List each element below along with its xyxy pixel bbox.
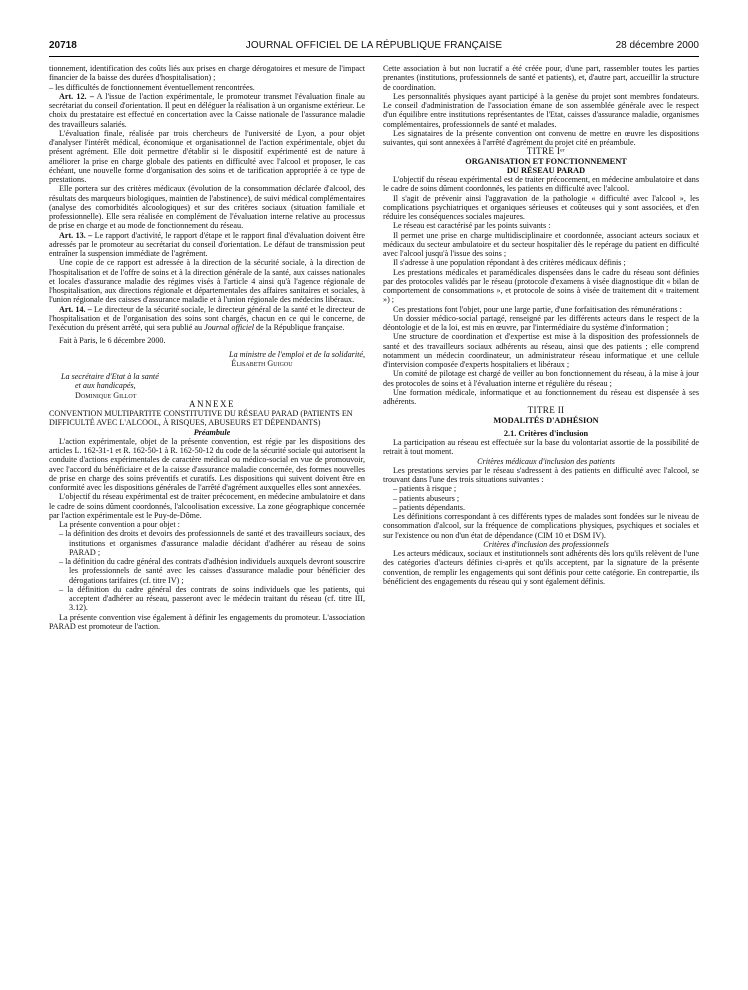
page-header (49, 40, 699, 56)
paragraph: Il s'adresse à une population répondant à des critères médicaux définis ; (393, 258, 626, 268)
right-column (383, 64, 699, 586)
journal-title: JOURNAL OFFICIEL DE LA RÉPUBLIQUE FRANÇAISE (245, 40, 503, 51)
article-label: Art. 14. – (59, 304, 92, 314)
paragraph: Un dossier médico-social partagé, renseigné par les différents acteurs dans le respect de la déontologie et de la loi, est mis en œuvre, par l'intermédiaire du système d'information ; (383, 313, 699, 332)
article-label: Art. 13. – (59, 230, 93, 240)
paragraph: Les prestations servies par le réseau s'adressent à des patients en difficulté avec l'alcool, se trouvant dans l'une des trois situations suivantes : (383, 465, 699, 484)
list-item: – la définition du cadre général des contrats d'adhésion individuels auxquels devront souscrire les professionnels de santé avec les caisses d'assurance maladie pour bénéficier des dérogations tarifaires (cf. titre IV) ; (59, 557, 365, 585)
titre-2-subtitle: MODALITÉS D'ADHÉSION (493, 415, 599, 425)
paragraph: Une formation médicale, informatique et au fonctionnement du réseau est dispensée à ses adhérents. (383, 387, 699, 406)
article-text: Le rapport d'activité, le rapport d'étape et le rapport final d'évaluation doivent être adressés par le promoteur au secrétariat du conseil d'orientation. Le défaut de transmission peut entraîner la suspension immédiate de l'agrément. (49, 230, 365, 258)
list-item: – les difficultés de fonctionnement éventuellement rencontrées. (49, 82, 255, 92)
section-2-1-heading: 2.1. Critères d'inclusion (503, 428, 589, 438)
article-14 (49, 305, 365, 333)
paragraph: Il s'agit de prévenir ainsi l'aggravation de la pathologie « difficulté avec l'alcool », les complications psychiatriques et organiques sérieuses et coûteuses qui y sont associées, et d'en réduire les conséquences sociales majeures. (383, 193, 699, 221)
paragraph: Les prestations médicales et paramédicales dispensées dans le cadre du réseau sont définies par des protocoles validés par le réseau (protocole d'examens à visée diagnostique dit « bilan de comportement de consommations », et protocole de soins à visée de traitement dit « traitement ») ; (383, 267, 699, 305)
header-rule (49, 56, 699, 57)
article-13 (49, 231, 365, 259)
paragraph: Cette association à but non lucratif a été créée pour, d'une part, rassembler toutes les parties prenantes (institutions, professionnels de santé et patients), et, d'autre part, accueillir la structure de coordination. (383, 64, 699, 92)
paragraph: L'objectif du réseau expérimental est de traiter précocement, en médecine ambulatoire et dans le cadre de soins dûment coordonnés, l'alcoolisation excessive. La zone géographique concernée par l'action expérimentale est le Puy-de-Dôme. (49, 492, 365, 520)
list-item: – la définition des droits et devoirs des professionnels de santé et des travailleurs sociaux, des institutions et organismes d'assurance maladie décidant d'adhérer au réseau de soins PARAD ; (59, 529, 365, 557)
titre-1-subtitle: ORGANISATION ET FONCTIONNEMENT (465, 156, 627, 166)
paragraph: Une copie de ce rapport est adressée à la direction de la sécurité sociale, à la direction de l'hospitalisation et de l'offre de soins et à la direction générale de la santé, aux caisses nationales et locales d'assurance maladie des régimes visés à l'article 4 ainsi qu'à l'agence régionale de l'hospitalisation, aux directions régionale et départementales des affaires sanitaires et sociales, à l'union régionale des caisses d'assurance maladie et à l'union régionale des médecins libéraux. (49, 258, 365, 305)
paragraph: L'action expérimentale, objet de la présente convention, est régie par les dispositions des articles L. 162-31-1 et R. 162-50-1 à R. 162-50-12 du code de la sécurité sociale qui autorisent la conduite d'actions expérimentales de caractère médical ou médico-social en vue de promouvoir, avec l'accord du bénéficiaire et de la caisse d'assurance maladie concernée, des formes nouvelles de prise en charge des soins préventifs et curatifs. Les dispositions qui suivent doivent être en conformité avec les dispositions générales de l'arrêté d'agrément auxquelles elles sont annexées. (49, 436, 365, 492)
titre-1-heading: TITRE Iᵉʳ (526, 146, 566, 157)
paragraph: La présente convention a pour objet : (59, 520, 180, 529)
paragraph: Une structure de coordination et d'expertise est mise à la disposition des professionnels de santé et des travailleurs sociaux adhérents au réseau, ainsi que des patients ; elle comprend notamment un médecin coordinateur, un administrateur réseau informatique et une cellule d'intervision composée d'experts hospitaliers et libéraux ; (383, 332, 699, 369)
titre-1-subtitle: DU RÉSEAU PARAD (506, 165, 586, 175)
criteres-professionnels-heading: Critères d'inclusion des professionnels (483, 539, 609, 549)
paragraph: Les personnalités physiques ayant participé à la genèse du projet sont membres fondateurs. Le conseil d'administration de l'association émane de son assemblée générale avec le respect d'un équilibre entre institutions représentantes de l'Etat, caisses d'assurance maladie, organismes complémentaires, professionnels de santé et malades. (383, 91, 699, 129)
signature-title: La secrétaire d'Etat à la santé (61, 372, 159, 381)
left-column (49, 64, 365, 631)
criteres-medicaux-heading: Critères médicaux d'inclusion des patients (477, 456, 615, 466)
annexe-heading: ANNEXE (189, 398, 235, 409)
paragraph: Les signataires de la présente convention ont convenu de mettre en œuvre les dispositions suivantes, qui sont annexées à l'arrêté d'agrément du projet cité en préambule. (383, 128, 699, 147)
list-item: – patients abuseurs ; (393, 493, 460, 503)
convention-title: CONVENTION MULTIPARTITE CONSTITUTIVE DU RÉSEAU PARAD (PATIENTS EN DIFFICULTÉ AVEC L'ALCOOL, À RISQUES, ABUSEURS ET DÉPENDANTS) (49, 409, 353, 428)
paragraph: Les acteurs médicaux, sociaux et institutionnels sont adhérents dès lors qu'ils relèvent de l'une des catégories d'acteurs définies ci-après et qu'ils acceptent, par la signature de la présente convention, de remplir les engagements qui sont définis pour cette catégorie. En contrepartie, ils bénéficient des engagements du réseau qui y sont également définis. (383, 549, 699, 586)
preambule-heading: Préambule (193, 427, 231, 437)
paragraph: Elle portera sur des critères médicaux (évolution de la consommation déclarée d'alcool, des résultats des marqueurs biologiques, maintien de l'abstinence), de suivi médical complémentaires (analyse des comorbidités alcoologiques) et sur des critères sociaux (situation familiale et professionnelle). Elle sera réalisée en complément de l'évaluation interne relative au processus de prise en charge et au mode de fonctionnement du réseau. (49, 184, 365, 231)
signature-name: Dominique Gillot (75, 390, 137, 400)
article-12 (49, 92, 365, 129)
paragraph: L'objectif du réseau expérimental est de traiter précocement, en médecine ambulatoire et dans le cadre de soins dûment coordonnés, les patients en difficulté avec l'alcool. (383, 175, 699, 194)
paragraph: Il permet une prise en charge multidisciplinaire et coordonnée, associant acteurs sociaux et médicaux du secteur ambulatoire et du secteur hospitalier dès le repérage du patient en difficulté avec l'alcool jusqu'à l'issue des soins ; (383, 230, 699, 258)
signature-title: La ministre de l'emploi et de la solidarité, (229, 349, 365, 359)
paragraph: tionnement, identification des coûts liés aux prises en charge dérogatoires et mesure de l'impact financier de la baisse des durées d'hospitalisation) ; (49, 64, 365, 83)
fait-a-paris: Fait à Paris, le 6 décembre 2000. (59, 336, 166, 346)
page-number: 20718 (49, 40, 77, 51)
paragraph: Ces prestations font l'objet, pour une large partie, d'une forfaitisation des rémunérations : (393, 304, 682, 314)
article-label: Art. 12. – (59, 91, 94, 101)
paragraph: La présente convention vise également à définir les engagements du promoteur. L'association PARAD est promoteur de l'action. (49, 612, 365, 631)
article-text: A l'issue de l'action expérimentale, le promoteur transmet l'évaluation finale au secrétariat du conseil d'orientation. Il peut en déléguer la réalisation à un organisme extérieur. Le choix du prestataire est effectué en concertation avec la Caisse nationale de l'assurance maladie des travailleurs salariés. (49, 91, 365, 129)
signature-name: Élisabeth Guigou (231, 358, 293, 368)
list-item: – patients à risque ; (393, 484, 457, 494)
paragraph: L'évaluation finale, réalisée par trois chercheurs de l'université de Lyon, a pour objet d'analyser l'intérêt médical, économique et organisationnel de l'action expérimentale, objet du présent agrément. Elle doit permettre d'établir si le dispositif expérimenté est de nature à améliorer la prise en charge globale des patients en difficulté avec l'alcool et proposer, le cas échéant, une nouvelle forme d'organisation des soins et de tarification appropriée à ce type de prestations. (49, 128, 365, 184)
list-item: – la définition du cadre général des contrats de soins individuels que les patients, qui acceptent d'adhérer au réseau, passeront avec le médecin traitant du réseau (cf. titre III, 3.12). (59, 584, 365, 613)
article-text: de la République française. (253, 323, 345, 332)
publication-date: 28 décembre 2000 (615, 40, 699, 51)
paragraph: Un comité de pilotage est chargé de veiller au bon fonctionnement du réseau, à la mise à jour des protocoles de soins et à l'évaluation interne et régulière du réseau ; (383, 369, 699, 388)
journal-officiel-link: Journal officiel (204, 323, 254, 332)
paragraph: La participation au réseau est effectuée sur la base du volontariat assortie de la possibilité de retrait à tout moment. (383, 438, 699, 457)
titre-2-heading: TITRE II (527, 405, 565, 416)
signature-title: et aux handicapés, (75, 381, 136, 391)
paragraph: Le réseau est caractérisé par les points suivants : (393, 221, 551, 231)
paragraph: Les définitions correspondant à ces différents types de malades sont fondées sur le niveau de consommation d'alcool, sur la fréquence de complications physiques, psychiques et sociales et sur l'existence ou non d'un état de dépendance (CIM 10 et DSM IV). (383, 512, 699, 540)
list-item: – patients dépendants. (393, 502, 465, 512)
article-text: Le directeur de la sécurité sociale, le directeur général de la santé et le directeur de l'hospitalisation et de l'organisation des soins sont chargés, chacun en ce qui le concerne, de l'exécution du présent arrêté, qui sera publié au (49, 304, 365, 332)
